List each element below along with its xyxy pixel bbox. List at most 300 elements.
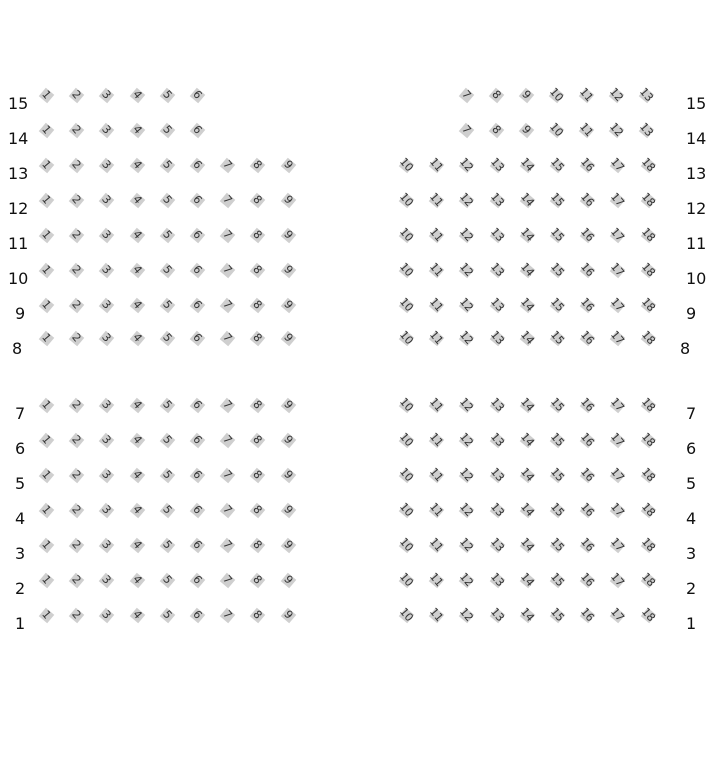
seat-3-2[interactable] (66, 536, 86, 556)
seat-6-13[interactable] (487, 431, 507, 451)
seat-number: 2 (69, 572, 84, 587)
seat-5-2[interactable] (66, 466, 86, 486)
seat-2-7[interactable] (217, 571, 237, 591)
seat-13-16[interactable] (577, 156, 597, 176)
seat-number: 3 (99, 397, 115, 412)
seat-2-4[interactable] (127, 571, 147, 591)
seat-4-1[interactable] (36, 501, 56, 521)
seat-5-4[interactable] (127, 466, 147, 486)
seat-8-6[interactable] (187, 329, 207, 349)
seat-8-12[interactable] (456, 329, 476, 349)
seat-3-3[interactable] (96, 536, 116, 556)
seat-13-6[interactable] (187, 156, 207, 176)
row-label: 2 (15, 579, 26, 598)
seat-14-1[interactable] (36, 121, 56, 141)
seat-10-14[interactable] (517, 261, 537, 281)
seat-2-9[interactable] (278, 571, 298, 591)
seat-2-14[interactable] (517, 571, 537, 591)
seat-number: 5 (159, 157, 175, 172)
seat-12-4[interactable] (127, 191, 147, 211)
seat-7-5[interactable] (157, 396, 177, 416)
seat-9-15[interactable] (547, 296, 567, 316)
seat-7-14[interactable] (517, 396, 537, 416)
seat-11-10[interactable] (396, 226, 416, 246)
seat-14-9[interactable] (516, 121, 536, 141)
seat-7-12[interactable] (456, 396, 476, 416)
seat-9-17[interactable] (607, 296, 627, 316)
seat-number: 10 (396, 430, 416, 450)
seat-13-2[interactable] (66, 156, 86, 176)
seat-2-3[interactable] (96, 571, 116, 591)
seat-3-4[interactable] (127, 536, 147, 556)
seat-6-10[interactable] (396, 431, 416, 451)
seat-2-13[interactable] (487, 571, 507, 591)
seat-number: 17 (608, 605, 628, 625)
seat-1-17[interactable] (607, 606, 627, 626)
seat-14-2[interactable] (66, 121, 86, 141)
seat-3-15[interactable] (547, 536, 567, 556)
seat-15-1[interactable] (36, 86, 56, 106)
seat-4-2[interactable] (66, 501, 86, 521)
seat-4-10[interactable] (396, 501, 416, 521)
seat-13-7[interactable] (217, 156, 237, 176)
seat-4-8[interactable] (247, 501, 267, 521)
seat-15-9[interactable] (516, 86, 536, 106)
seat-14-13[interactable] (636, 121, 656, 141)
seat-10-3[interactable] (96, 261, 116, 281)
seat-6-9[interactable] (278, 431, 298, 451)
seat-5-17[interactable] (607, 466, 627, 486)
seat-5-3[interactable] (96, 466, 116, 486)
seat-10-16[interactable] (577, 261, 597, 281)
seat-5-1[interactable] (36, 466, 56, 486)
seat-8-11[interactable] (426, 329, 446, 349)
seat-13-10[interactable] (396, 156, 416, 176)
seat-4-14[interactable] (517, 501, 537, 521)
seat-8-3[interactable] (96, 329, 116, 349)
seat-10-8[interactable] (247, 261, 267, 281)
seat-4-5[interactable] (157, 501, 177, 521)
seat-9-10[interactable] (396, 296, 416, 316)
seat-6-6[interactable] (187, 431, 207, 451)
seat-1-6[interactable] (187, 606, 207, 626)
seat-14-12[interactable] (606, 121, 626, 141)
seat-2-6[interactable] (187, 571, 207, 591)
seat-number: 2 (69, 432, 84, 447)
seat-1-8[interactable] (247, 606, 267, 626)
seat-3-18[interactable] (638, 536, 658, 556)
seat-number: 6 (190, 397, 205, 412)
seat-number: 6 (190, 467, 205, 482)
seat-14-11[interactable] (576, 121, 596, 141)
seat-number: 1 (39, 297, 54, 312)
seat-8-1[interactable] (36, 329, 56, 349)
seat-4-4[interactable] (127, 501, 147, 521)
seat-number: 2 (69, 607, 84, 622)
seat-6-12[interactable] (456, 431, 476, 451)
seat-5-9[interactable] (278, 466, 298, 486)
seat-9-5[interactable] (157, 296, 177, 316)
seat-8-7[interactable] (217, 329, 237, 349)
seat-10-9[interactable] (278, 261, 298, 281)
seat-4-17[interactable] (607, 501, 627, 521)
seat-7-8[interactable] (247, 396, 267, 416)
seat-number: 3 (99, 87, 115, 102)
seat-6-4[interactable] (127, 431, 147, 451)
seat-7-9[interactable] (278, 396, 298, 416)
seat-12-2[interactable] (66, 191, 86, 211)
seat-12-18[interactable] (638, 191, 658, 211)
seat-6-15[interactable] (547, 431, 567, 451)
seat-8-15[interactable] (547, 329, 567, 349)
seat-9-13[interactable] (487, 296, 507, 316)
seat-4-12[interactable] (456, 501, 476, 521)
seat-8-10[interactable] (396, 329, 416, 349)
seat-4-9[interactable] (278, 501, 298, 521)
seat-7-10[interactable] (396, 396, 416, 416)
seat-3-13[interactable] (487, 536, 507, 556)
seat-15-7[interactable] (456, 86, 476, 106)
seat-3-12[interactable] (456, 536, 476, 556)
seat-10-13[interactable] (487, 261, 507, 281)
seat-12-12[interactable] (456, 191, 476, 211)
seat-5-11[interactable] (426, 466, 446, 486)
seat-13-13[interactable] (487, 156, 507, 176)
seat-1-15[interactable] (547, 606, 567, 626)
seat-7-7[interactable] (217, 396, 237, 416)
seat-number: 4 (129, 607, 145, 622)
seat-13-4[interactable] (127, 156, 147, 176)
seat-number: 14 (517, 465, 537, 485)
seat-5-14[interactable] (517, 466, 537, 486)
seat-6-17[interactable] (607, 431, 627, 451)
seat-14-4[interactable] (127, 121, 147, 141)
seat-10-6[interactable] (187, 261, 207, 281)
seat-number: 4 (129, 330, 145, 345)
seat-10-7[interactable] (217, 261, 237, 281)
seat-2-11[interactable] (426, 571, 446, 591)
seat-1-18[interactable] (638, 606, 658, 626)
seat-12-10[interactable] (396, 191, 416, 211)
seat-number: 5 (159, 467, 175, 482)
seat-11-6[interactable] (187, 226, 207, 246)
seat-6-5[interactable] (157, 431, 177, 451)
seat-number: 15 (547, 430, 567, 450)
seat-14-10[interactable] (546, 121, 566, 141)
seat-5-8[interactable] (247, 466, 267, 486)
seat-15-13[interactable] (636, 86, 656, 106)
seat-5-10[interactable] (396, 466, 416, 486)
seat-3-1[interactable] (36, 536, 56, 556)
seat-4-18[interactable] (638, 501, 658, 521)
seat-number: 12 (457, 225, 477, 245)
seat-5-13[interactable] (487, 466, 507, 486)
seat-1-16[interactable] (577, 606, 597, 626)
seat-9-7[interactable] (217, 296, 237, 316)
seat-2-12[interactable] (456, 571, 476, 591)
seat-4-7[interactable] (217, 501, 237, 521)
seat-4-6[interactable] (187, 501, 207, 521)
seat-13-9[interactable] (278, 156, 298, 176)
seat-2-8[interactable] (247, 571, 267, 591)
seat-1-9[interactable] (278, 606, 298, 626)
seat-9-3[interactable] (96, 296, 116, 316)
seat-15-4[interactable] (127, 86, 147, 106)
seat-11-9[interactable] (278, 226, 298, 246)
seat-12-11[interactable] (426, 191, 446, 211)
seat-8-2[interactable] (66, 329, 86, 349)
seat-number: 12 (457, 500, 477, 520)
seat-number: 9 (280, 572, 296, 587)
seat-13-8[interactable] (247, 156, 267, 176)
seat-15-2[interactable] (66, 86, 86, 106)
seat-9-2[interactable] (66, 296, 86, 316)
seat-6-14[interactable] (517, 431, 537, 451)
row-label: 15 (8, 94, 29, 113)
seat-13-15[interactable] (547, 156, 567, 176)
row-label: 9 (15, 304, 26, 323)
seat-3-14[interactable] (517, 536, 537, 556)
seat-5-12[interactable] (456, 466, 476, 486)
seat-3-9[interactable] (278, 536, 298, 556)
seat-12-5[interactable] (157, 191, 177, 211)
seat-9-4[interactable] (127, 296, 147, 316)
seat-1-4[interactable] (127, 606, 147, 626)
seat-15-8[interactable] (486, 86, 506, 106)
seat-5-18[interactable] (638, 466, 658, 486)
seat-15-12[interactable] (606, 86, 626, 106)
seat-11-18[interactable] (638, 226, 658, 246)
seat-5-7[interactable] (217, 466, 237, 486)
seat-8-4[interactable] (127, 329, 147, 349)
seat-number: 11 (427, 570, 447, 590)
seat-2-16[interactable] (577, 571, 597, 591)
seat-9-11[interactable] (426, 296, 446, 316)
seat-5-6[interactable] (187, 466, 207, 486)
seat-14-6[interactable] (187, 121, 207, 141)
seat-4-3[interactable] (96, 501, 116, 521)
seat-10-2[interactable] (66, 261, 86, 281)
seat-6-16[interactable] (577, 431, 597, 451)
seat-11-13[interactable] (487, 226, 507, 246)
seat-9-1[interactable] (36, 296, 56, 316)
seat-3-17[interactable] (607, 536, 627, 556)
seat-number: 5 (159, 397, 175, 412)
seat-2-15[interactable] (547, 571, 567, 591)
seat-7-16[interactable] (577, 396, 597, 416)
seat-3-8[interactable] (247, 536, 267, 556)
seat-14-5[interactable] (157, 121, 177, 141)
seat-number: 6 (190, 227, 205, 242)
seat-13-17[interactable] (607, 156, 627, 176)
seat-4-11[interactable] (426, 501, 446, 521)
seat-14-3[interactable] (96, 121, 116, 141)
seat-9-9[interactable] (278, 296, 298, 316)
seat-15-10[interactable] (546, 86, 566, 106)
seat-12-1[interactable] (36, 191, 56, 211)
seat-7-1[interactable] (36, 396, 56, 416)
seat-4-16[interactable] (577, 501, 597, 521)
seat-10-4[interactable] (127, 261, 147, 281)
seat-10-1[interactable] (36, 261, 56, 281)
seat-10-12[interactable] (456, 261, 476, 281)
seat-7-11[interactable] (426, 396, 446, 416)
seat-1-7[interactable] (217, 606, 237, 626)
seat-9-14[interactable] (517, 296, 537, 316)
seat-13-12[interactable] (456, 156, 476, 176)
seat-15-6[interactable] (187, 86, 207, 106)
seat-7-15[interactable] (547, 396, 567, 416)
seat-1-3[interactable] (96, 606, 116, 626)
seat-12-6[interactable] (187, 191, 207, 211)
seat-number: 18 (638, 535, 658, 555)
seat-2-1[interactable] (36, 571, 56, 591)
seat-12-14[interactable] (517, 191, 537, 211)
seat-11-17[interactable] (607, 226, 627, 246)
seat-6-18[interactable] (638, 431, 658, 451)
seat-15-3[interactable] (96, 86, 116, 106)
seat-number: 6 (190, 572, 205, 587)
seat-8-13[interactable] (487, 329, 507, 349)
seat-1-10[interactable] (396, 606, 416, 626)
seat-10-11[interactable] (426, 261, 446, 281)
seat-9-18[interactable] (638, 296, 658, 316)
seat-2-5[interactable] (157, 571, 177, 591)
seat-14-7[interactable] (456, 121, 476, 141)
seat-number: 8 (489, 122, 504, 137)
seat-9-12[interactable] (456, 296, 476, 316)
seat-3-7[interactable] (217, 536, 237, 556)
seat-2-17[interactable] (607, 571, 627, 591)
seat-6-1[interactable] (36, 431, 56, 451)
seat-6-8[interactable] (247, 431, 267, 451)
seat-3-11[interactable] (426, 536, 446, 556)
seat-3-10[interactable] (396, 536, 416, 556)
seat-1-11[interactable] (426, 606, 446, 626)
seat-3-6[interactable] (187, 536, 207, 556)
seat-12-15[interactable] (547, 191, 567, 211)
seat-8-9[interactable] (278, 329, 298, 349)
seat-6-3[interactable] (96, 431, 116, 451)
seat-5-15[interactable] (547, 466, 567, 486)
seat-11-16[interactable] (577, 226, 597, 246)
seat-11-3[interactable] (96, 226, 116, 246)
seat-2-2[interactable] (66, 571, 86, 591)
seat-12-8[interactable] (247, 191, 267, 211)
seat-11-15[interactable] (547, 226, 567, 246)
seat-10-18[interactable] (638, 261, 658, 281)
seat-7-2[interactable] (66, 396, 86, 416)
seat-number: 4 (129, 227, 145, 242)
seat-2-10[interactable] (396, 571, 416, 591)
seat-11-2[interactable] (66, 226, 86, 246)
seat-11-11[interactable] (426, 226, 446, 246)
seat-1-13[interactable] (487, 606, 507, 626)
seat-10-17[interactable] (607, 261, 627, 281)
seat-12-16[interactable] (577, 191, 597, 211)
seat-1-2[interactable] (66, 606, 86, 626)
seat-13-11[interactable] (426, 156, 446, 176)
seat-7-18[interactable] (638, 396, 658, 416)
seat-6-7[interactable] (217, 431, 237, 451)
seat-7-13[interactable] (487, 396, 507, 416)
seat-10-15[interactable] (547, 261, 567, 281)
seat-9-16[interactable] (577, 296, 597, 316)
seat-number: 17 (608, 260, 628, 280)
seat-6-2[interactable] (66, 431, 86, 451)
seat-number: 3 (99, 122, 115, 137)
seat-1-1[interactable] (36, 606, 56, 626)
seat-8-8[interactable] (247, 329, 267, 349)
seat-13-14[interactable] (517, 156, 537, 176)
seat-1-14[interactable] (517, 606, 537, 626)
seat-3-16[interactable] (577, 536, 597, 556)
seat-8-16[interactable] (577, 329, 597, 349)
seat-2-18[interactable] (638, 571, 658, 591)
seat-11-5[interactable] (157, 226, 177, 246)
seat-13-18[interactable] (638, 156, 658, 176)
seat-number: 4 (129, 297, 145, 312)
seat-7-3[interactable] (96, 396, 116, 416)
seat-6-11[interactable] (426, 431, 446, 451)
seat-12-17[interactable] (607, 191, 627, 211)
seat-4-13[interactable] (487, 501, 507, 521)
seat-number: 14 (517, 605, 537, 625)
seat-number: 15 (547, 260, 567, 280)
seat-7-6[interactable] (187, 396, 207, 416)
seat-9-8[interactable] (247, 296, 267, 316)
seat-12-9[interactable] (278, 191, 298, 211)
seat-11-1[interactable] (36, 226, 56, 246)
seat-8-14[interactable] (517, 329, 537, 349)
seat-8-17[interactable] (607, 329, 627, 349)
seat-11-14[interactable] (517, 226, 537, 246)
seat-12-13[interactable] (487, 191, 507, 211)
seat-11-12[interactable] (456, 226, 476, 246)
seat-number: 3 (99, 537, 115, 552)
seat-11-8[interactable] (247, 226, 267, 246)
seat-8-18[interactable] (638, 329, 658, 349)
seat-15-11[interactable] (576, 86, 596, 106)
seat-number: 6 (190, 192, 205, 207)
seat-7-4[interactable] (127, 396, 147, 416)
seat-11-4[interactable] (127, 226, 147, 246)
seat-number: 1 (39, 432, 54, 447)
seat-3-5[interactable] (157, 536, 177, 556)
seat-12-7[interactable] (217, 191, 237, 211)
seat-13-1[interactable] (36, 156, 56, 176)
seat-15-5[interactable] (157, 86, 177, 106)
seat-12-3[interactable] (96, 191, 116, 211)
seat-14-8[interactable] (486, 121, 506, 141)
seat-number: 14 (517, 260, 537, 280)
seat-7-17[interactable] (607, 396, 627, 416)
seat-13-5[interactable] (157, 156, 177, 176)
seat-1-5[interactable] (157, 606, 177, 626)
seat-8-5[interactable] (157, 329, 177, 349)
seat-number: 16 (578, 430, 598, 450)
seat-13-3[interactable] (96, 156, 116, 176)
seat-9-6[interactable] (187, 296, 207, 316)
seat-number: 13 (487, 295, 507, 315)
seat-11-7[interactable] (217, 226, 237, 246)
seat-5-5[interactable] (157, 466, 177, 486)
seat-10-5[interactable] (157, 261, 177, 281)
seat-10-10[interactable] (396, 261, 416, 281)
seat-5-16[interactable] (577, 466, 597, 486)
seat-1-12[interactable] (456, 606, 476, 626)
seat-4-15[interactable] (547, 501, 567, 521)
